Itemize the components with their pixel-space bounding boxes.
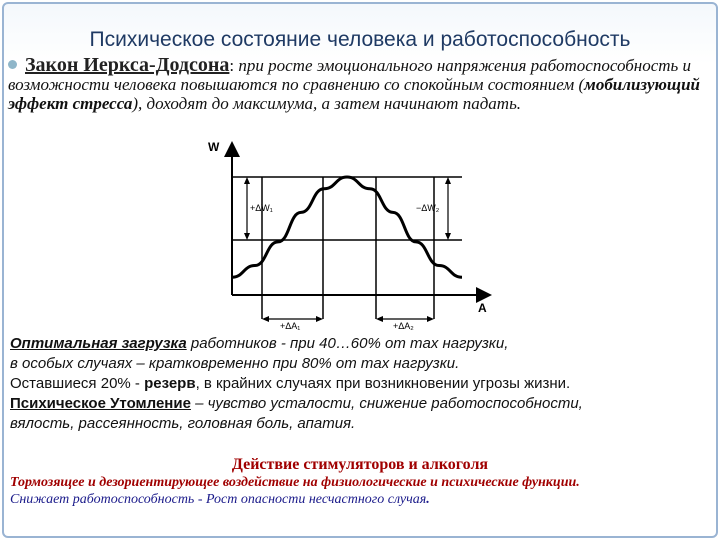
- stimulants-sep: -: [194, 492, 206, 507]
- annot-dw1: +ΔW₁: [250, 203, 273, 213]
- annot-da1: +ΔA₁: [280, 321, 301, 330]
- dw2-arrow-bottom: [445, 233, 451, 240]
- stimulants-text: [10, 474, 710, 508]
- da1-arrow-right: [316, 316, 323, 322]
- chart-svg: [200, 137, 496, 330]
- annot-dw2: −ΔW₂: [416, 203, 440, 213]
- stimulants-line-1: Тормозящее и дезориентирующее воздействие на физиологические и психические функции.: [10, 475, 580, 490]
- dw2-arrow-top: [445, 177, 451, 184]
- optimal-load-label: Оптимальная загрузка: [10, 335, 187, 352]
- fatigue-label: Психическое Утомление: [10, 395, 191, 412]
- reserve-line: [10, 374, 712, 394]
- stimulants-end: .: [426, 492, 430, 507]
- body-text: [10, 334, 712, 434]
- law-text-after: ), доходят до максимума, а затем начинают падать.: [132, 94, 522, 113]
- law-name: Закон Иеркса-Додсона: [25, 54, 230, 76]
- reserve-text-a: Оставшиеся 20% -: [10, 375, 145, 392]
- reserve-text-b: , в крайних случаях при возникновении угрозы жизни.: [195, 375, 571, 392]
- performance-curve: [232, 177, 462, 277]
- yerkes-dodson-chart: [200, 137, 496, 330]
- fatigue-line: [10, 394, 712, 414]
- fatigue-symptoms-line: вялость, рассеянность, головная боль, апатия.: [10, 415, 356, 432]
- da1-arrow-left: [262, 316, 269, 322]
- fatigue-text: – чувство усталости, снижение работоспособности,: [190, 395, 583, 412]
- y-axis-label: W: [208, 140, 220, 154]
- stimulants-title: Действие стимуляторов и алкоголя: [231, 456, 489, 473]
- x-axis-label: A: [478, 301, 487, 315]
- stimulants-line-2: [10, 491, 710, 508]
- da2-arrow-left: [376, 316, 383, 322]
- annot-da2: +ΔA₂: [393, 321, 414, 330]
- law-text-before: при росте эмоционального напряжения работоспособность и возможности человека повышаются по сравнению со спокойным состоянием (: [8, 56, 692, 94]
- optimal-load-text: работников - при 40…60% от max нагрузки,: [186, 335, 509, 352]
- da2-arrow-right: [427, 316, 434, 322]
- law-bold-phrase: мобилизующий эффект стресса: [8, 75, 700, 113]
- dw1-arrow-bottom: [244, 233, 250, 240]
- special-cases-line: в особых случаях – кратковременно при 80% от max нагрузки.: [10, 355, 460, 372]
- stimulants-effect-b: Рост опасности несчастного случая: [205, 492, 427, 507]
- slide-title: Психическое состояние человека и работоспособность: [89, 28, 631, 51]
- law-paragraph: [8, 56, 713, 113]
- bullet-icon: [8, 60, 17, 69]
- dw1-arrow-top: [244, 177, 250, 184]
- law-colon: :: [229, 56, 239, 75]
- stimulants-effect-a: Снижает работоспособность: [10, 492, 195, 507]
- reserve-bold: резерв: [144, 375, 196, 392]
- optimal-load-line: [10, 334, 712, 354]
